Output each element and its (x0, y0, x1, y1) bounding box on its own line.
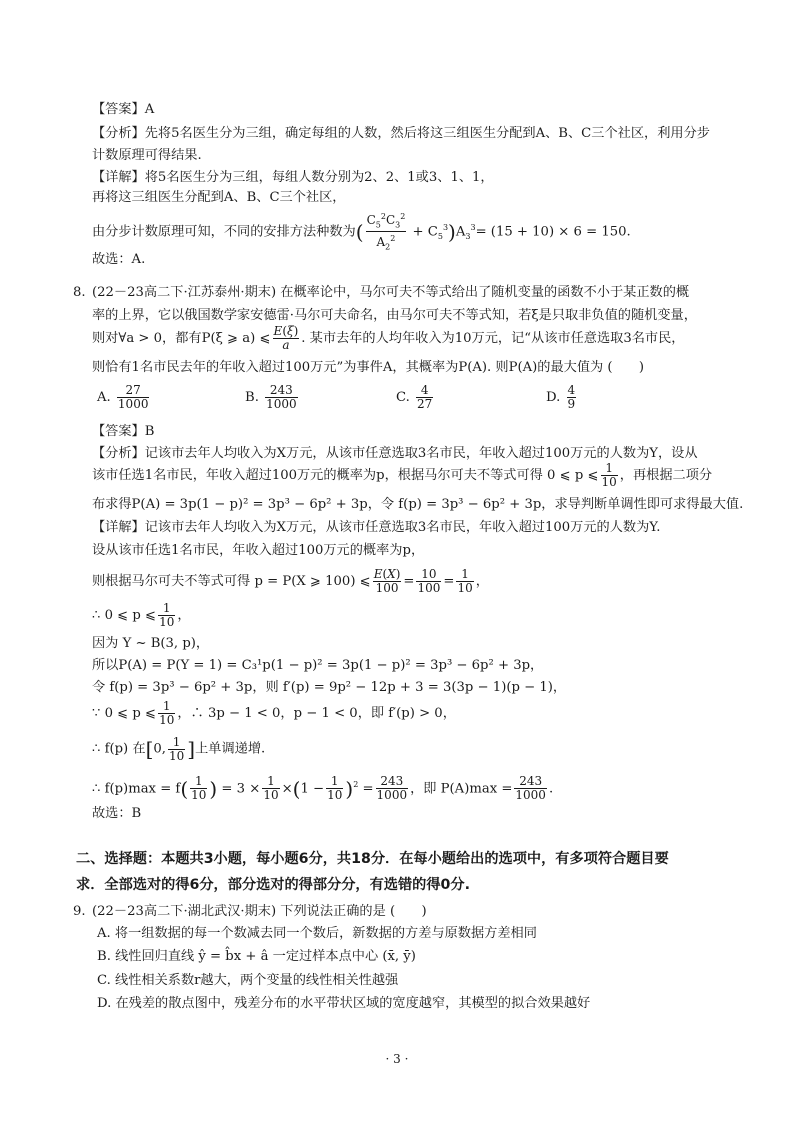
page-number: · 3 · (385, 1052, 409, 1066)
q9-option-d: D. 在残差的散点图中，残差分布的水平带状区域的宽度越窄，其模型的拟合效果越好 (97, 996, 591, 1011)
q7-conclusion: 故选：A. (92, 252, 146, 267)
section-2-heading-line-1: 二、选择题：本题共3小题，每小题6分，共18分．在每小题给出的选项中，有多项符合题目要 (76, 851, 669, 867)
q9-option-b: B. 线性回归直线 ŷ = b̂x + â 一定过样本点中心 (x̄, ȳ) (97, 949, 416, 964)
q9-stem: (22－23高二下·湖北武汉·期末) 下列说法正确的是 ( ) (92, 904, 427, 919)
q8-detail-line-3: 则根据马尔可夫不等式可得 p = P(X ⩾ 100) ⩽ $\frac{E(X)}{100}$ = $\frac{10}{100}$ = $\frac{1}{10}$ ， (92, 567, 489, 595)
q8-detail-line-1: 【详解】记该市去年人均收入为X万元，从该市任意选取3名市民，年收入超过100万元的人数为Y. (92, 520, 661, 535)
q8-number: 8. (73, 285, 86, 300)
q8-detail-line-7: 令 f(p) = 3p³ − 6p² + 3p，则 f′(p) = 9p² − 12p + 3 = 3(3p − 1)(p − 1)， (92, 680, 567, 695)
q8-stem-line-3-post: . 某市去年的人均年收入为10万元，记“从该市任意选取3名市民， (301, 331, 685, 346)
q7-analysis-line-2: 计数原理可得结果. (92, 148, 202, 163)
q8-option-a: A. $\frac{27}{1000}$ (97, 383, 149, 411)
q8-option-c: C. $\frac{4}{27}$ (396, 383, 433, 411)
q8-detail-line-6: 所以P(A) = P(Y = 1) = C₃¹p(1 − p)² = 3p(1 − p)² = 3p³ − 6p² + 3p， (92, 658, 544, 673)
q7-fraction: $\frac{C_5^2C_3^2}{A_2^2}$ (366, 212, 406, 252)
q8-option-b: B. $\frac{243}{1000}$ (245, 383, 297, 411)
q7-detail-line-3: 由分步计数原理可知，不同的安排方法种数为( $\frac{C_5^2C_3^2}{A_2^2}$ + $C_5^3)A_3^3= (15 + 10) \times 6 = 150$. (92, 212, 631, 252)
section-2-heading-line-2: 求．全部选对的得6分，部分选对的得部分分，有选错的得0分. (76, 877, 471, 893)
q8-detail-line-9: ∴ f(p) 在[0, $\frac{1}{10}$ ]上单调递增. (92, 734, 266, 763)
q8-detail-line-8: ∵ 0 ⩽ p ⩽ $\frac{1}{10}$ ，∴ 3p − 1 < 0，p − 1 < 0，即 f′(p) > 0， (92, 699, 456, 727)
q7-analysis-line-1: 【分析】先将5名医生分为三组，确定每组的人数，然后将这三组医生分配到A、B、C三个社区，利用分步 (92, 126, 710, 141)
q9-option-a: A. 将一组数据的每一个数减去同一个数后，新数据的方差与原数据方差相同 (97, 926, 537, 941)
q8-analysis-line-2: 该市任选1名市民，年收入超过100万元的概率为p，根据马尔可夫不等式可得 0 ⩽ p ⩽ $\frac{1}{10}$ ，再根据二项分 (92, 461, 713, 489)
q8-answer: 【答案】B (92, 424, 155, 439)
q8-stem-line-3 (92, 322, 684, 356)
q7-answer: 【答案】A (92, 102, 155, 117)
q9-number: 9. (73, 904, 86, 919)
q7-detail-line-2: 再将这三组医生分配到A、B、C三个社区， (92, 190, 346, 205)
q8-conclusion: 故选：B (92, 806, 142, 821)
q8-detail-line-2: 设从该市任选1名市民，年收入超过100万元的概率为p， (92, 543, 425, 558)
q8-detail-line-5: 因为 Y ~ B(3, p)， (92, 636, 210, 651)
q9-option-c: C. 线性相关系数r越大，两个变量的线性相关性越强 (97, 973, 399, 988)
q7-detail-line-3-post: = (15 + 10) × 6 = 150. (475, 224, 631, 240)
q8-stem-line-3-pre: 则对∀a > 0，都有P(ξ ⩾ a) ⩽ (92, 331, 271, 346)
q8-detail-line-4: ∴ 0 ⩽ p ⩽ $\frac{1}{10}$ ， (92, 601, 191, 629)
q8-stem-line-4: 则恰有1名市民去年的年收入超过100万元”为事件A，其概率为P(A). 则P(A)的最大值为 ( ) (92, 360, 645, 375)
q7-detail-line-3-pre: 由分步计数原理可知，不同的安排方法种数为 (92, 224, 356, 240)
q8-analysis-line-3: 布求得P(A) = 3p(1 − p)² = 3p³ − 6p² + 3p，令 f(p) = 3p³ − 6p² + 3p，求导判断单调性即可求得最大值. (92, 497, 744, 512)
q8-stem-line-1: (22－23高二下·江苏泰州·期末) 在概率论中，马尔可夫不等式给出了随机变量的函数不小于某正数的概 (92, 285, 690, 300)
q8-analysis-line-1: 【分析】记该市去年人均收入为X万元，从该市任意选取3名市民，年收入超过100万元的人数为Y，设从 (92, 446, 698, 461)
q8-option-d: D. $\frac{4}{9}$ (546, 383, 576, 411)
q8-markov-fraction: $\frac{E(\xi)}{a}$ (273, 324, 299, 352)
q8-detail-line-10: ∴ f(p)max = f( $\frac{1}{10}$ ) = 3 × $\frac{1}{10}$ ×(1 − $\frac{1}{10}$ )$^2$ = $\frac{243}{1000}$ ，即 P(A)max = $\frac{243}{1000}$ . (92, 774, 554, 803)
q7-detail-line-1: 【详解】将5名医生分为三组，每组人数分别为2、2、1或3、1、1， (92, 170, 494, 185)
q8-stem-line-2: 率的上界，它以俄国数学家安德雷·马尔可夫命名，由马尔可夫不等式知，若ξ是只取非负值的随机变量， (92, 308, 697, 323)
